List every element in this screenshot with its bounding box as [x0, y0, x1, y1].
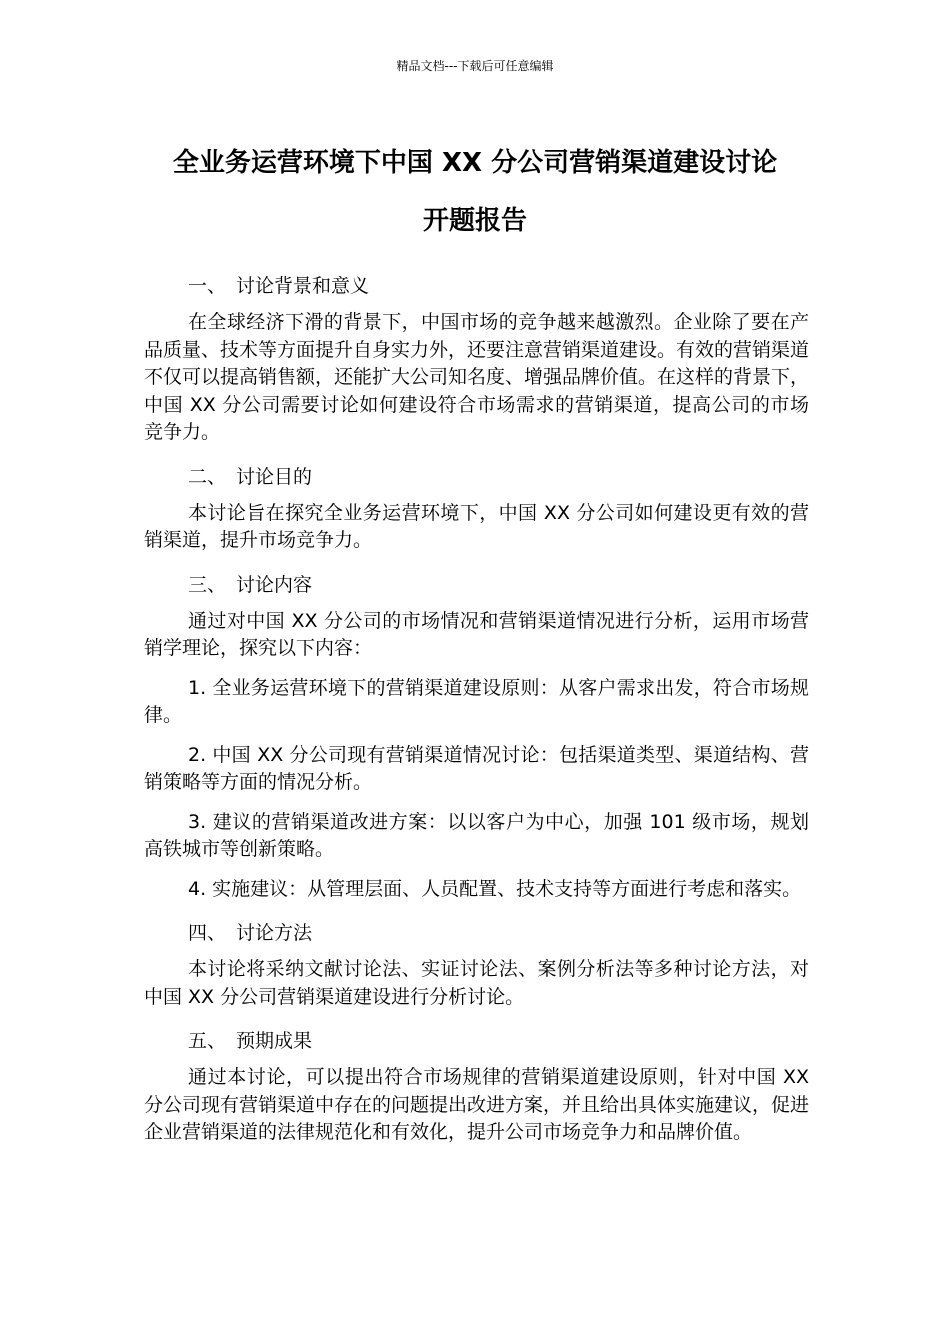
document-title: [140, 134, 810, 250]
section-heading-text: 讨论背景和意义: [236, 275, 370, 297]
section-number: 五、: [188, 1030, 227, 1052]
title-line-2: 开题报告: [422, 206, 527, 236]
section-number: 四、: [188, 922, 227, 944]
section-heading: [144, 567, 809, 603]
section-number: 一、: [188, 275, 227, 297]
section-heading: [144, 459, 809, 495]
section-number: 二、: [188, 465, 227, 488]
paragraph: 本讨论将采纳文献讨论法、实证讨论法、案例分析法等多种讨论方法，对中国 XX 分公司营销渠道建设进行分析讨论。: [144, 958, 809, 1008]
section-number: 三、: [188, 573, 227, 596]
section-heading-text: 讨论目的: [236, 465, 313, 488]
section-heading: [144, 1023, 809, 1059]
list-item: 1. 全业务运营环境下的营销渠道建设原则：从客户需求出发，符合市场规律。: [144, 676, 809, 726]
section-heading: [144, 268, 809, 304]
paragraph: 通过对中国 XX 分公司的市场情况和营销渠道情况进行分析，运用市场营销学理论，探究以下内容：: [144, 609, 809, 659]
section-heading-text: 讨论内容: [236, 573, 313, 596]
document-body: [144, 268, 809, 1159]
section-heading-text: 讨论方法: [236, 922, 313, 944]
list-item: 4. 实施建议：从管理层面、人员配置、技术支持等方面进行考虑和落实。: [188, 877, 802, 900]
section-heading-text: 预期成果: [236, 1030, 313, 1052]
section-heading: [144, 915, 809, 951]
list-item: 2. 中国 XX 分公司现有营销渠道情况讨论：包括渠道类型、渠道结构、营销策略等方面的情况分析。: [144, 743, 809, 793]
list-item: 3. 建议的营销渠道改进方案：以以客户为中心，加强 101 级市场，规划高铁城市等创新策略。: [144, 810, 809, 860]
title-line-1: 全业务运营环境下中国 XX 分公司营销渠道建设讨论: [172, 148, 778, 178]
paragraph: 通过本讨论，可以提出符合市场规律的营销渠道建设原则，针对中国 XX 分公司现有营销渠道中存在的问题提出改进方案，并且给出具体实施建议，促进企业营销渠道的法律规范化和有效化，提升公司市场竞争力和品牌价值。: [144, 1066, 810, 1143]
paragraph: 本讨论旨在探究全业务运营环境下，中国 XX 分公司如何建设更有效的营销渠道，提升市场竞争力。: [144, 501, 809, 551]
paragraph: 在全球经济下滑的背景下，中国市场的竞争越来越激烈。企业除了要在产品质量、技术等方面提升自身实力外，还要注意营销渠道建设。有效的营销渠道不仅可以提高销售额，还能扩大公司知名度、增强品牌价值。在这样的背景下，中国 XX 分公司需要讨论如何建设符合市场需求的营销渠道，提高公司的市场竞争力。: [144, 311, 810, 443]
header-note: 精品文档---下载后可任意编辑: [396, 59, 554, 73]
